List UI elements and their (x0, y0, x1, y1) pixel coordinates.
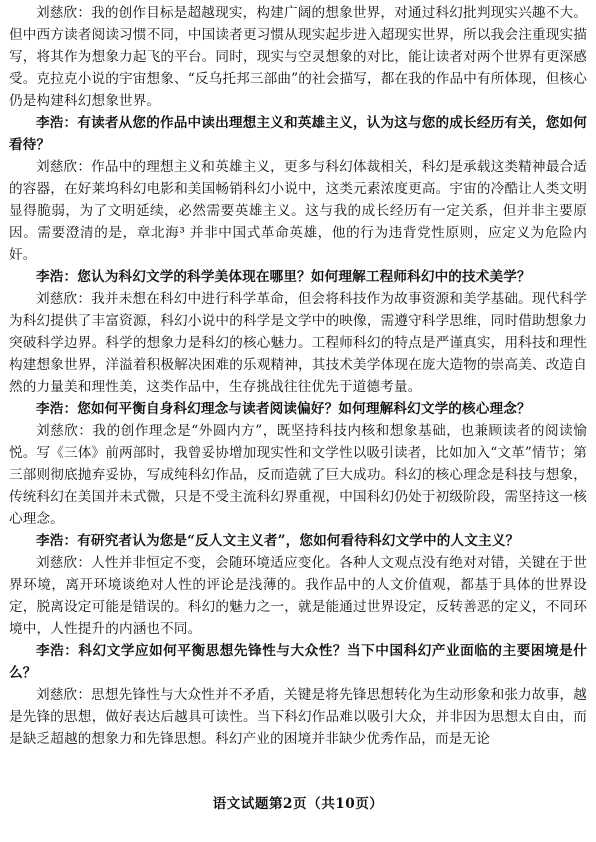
paragraph-question: 李浩：您如何平衡自身科幻理念与读者阅读偏好？如何理解科幻文学的核心理念？ (36, 401, 531, 417)
paragraph-answer: 刘慈欣：人性并非恒定不变，会随环境适应变化。各种人文观点没有绝对对错，关键在于世界环境，离开环境谈绝对人性的评论是浅薄的。我作品中的人文价值观，都基于具体的世界设定，脱离设定可能是错误的。科幻的魅力之一，就是能通过世界设定，反转善恶的定义，不同环境中，人性提升的内涵也不同。 (9, 555, 587, 637)
paragraph-answer: 刘慈欣：我的创作理念是“外圆内方”，既坚持科技内核和想象基础，也兼顾读者的阅读愉悦。写《三体》前两部时，我曾妥协增加现实性和文学性以吸引读者，比如加入“文革”情节；第三部则彻底抛弃妥协，写成纯科幻作品，反而造就了巨大成功。科幻的核心理念是科技与想象，传统科幻在美国并未式微，只是不受主流科幻界重视，中国科幻仍处于初级阶段，需坚持这一核心理念。 (9, 423, 587, 527)
paragraph-answer: 刘慈欣：思想先锋性与大众性并不矛盾，关键是将先锋思想转化为生动形象和张力故事，越是先锋的思想，做好表达后越具可读性。当下科幻作品难以吸引大众，并非因为思想太自由，而是缺乏超越的想象力和先锋思想。科幻产业的困境并非缺少优秀作品，而是无论 (9, 687, 587, 747)
interview-text (0, 2, 596, 750)
paragraph-question: 李浩：您认为科幻文学的科学美体现在哪里？如何理解工程师科幻中的技术美学？ (36, 269, 531, 285)
paragraph-question: 李浩：有读者从您的作品中读出理想主义和英雄主义，认为这与您的成长经历有关，您如何看待？ (9, 115, 587, 153)
paragraph-answer: 刘慈欣：作品中的理想主义和英雄主义，更多与科幻体裁相关，科幻是承载这类精神最合适的容器，在好莱坞科幻电影和美国畅销科幻小说中，这类元素浓度更高。宇宙的冷酷让人类文明显得脆弱，为了文明延续，必然需要英雄主义。这与我的成长经历有一定关系，但并非主要原因。需要澄清的是，章北海³ 并非中国式革命英雄，他的行为违背党性原则，应定义为危险内奸。 (9, 159, 587, 263)
paragraph-question: 李浩：有研究者认为您是“反人文主义者”，您如何看待科幻文学中的人文主义？ (36, 533, 520, 549)
paragraph-question: 李浩：科幻文学应如何平衡思想先锋性与大众性？当下中国科幻产业面临的主要困境是什么？ (9, 643, 587, 681)
paragraph-answer: 刘慈欣：我的创作目标是超越现实，构建广阔的想象世界，对通过科幻批判现实兴趣不大。但中西方读者阅读习惯不同，中国读者更习惯从现实起步进入超现实世界，所以我会注重现实描写，将其作为想象力起飞的平台。同时，现实与空灵想象的对比，能让读者对两个世界有更深感受。克拉克小说的宇宙想象、“反乌托邦三部曲”的社会描写，都在我的作品中有所体现，但核心仍是构建科幻想象世界。 (9, 5, 587, 109)
page-footer: 语文试题第2页（共10页） (212, 796, 384, 812)
paragraph-answer: 刘慈欣：我并未想在科幻中进行科学革命，但会将科技作为故事资源和美学基础。现代科学为科幻提供了丰富资源，科幻小说中的科学是文学中的映像，需遵守科学思维，同时借助想象力突破科学边界。科学的想象力是科幻的核心魅力。工程师科幻的特点是严谨真实，用科技和理性构建想象世界，洋溢着积极解决困难的乐观精神，其技术美学体现在庞大造物的崇高美、改造自然的力量美和理性美，这类作品中，生存挑战往往优先于道德考量。 (9, 291, 587, 395)
